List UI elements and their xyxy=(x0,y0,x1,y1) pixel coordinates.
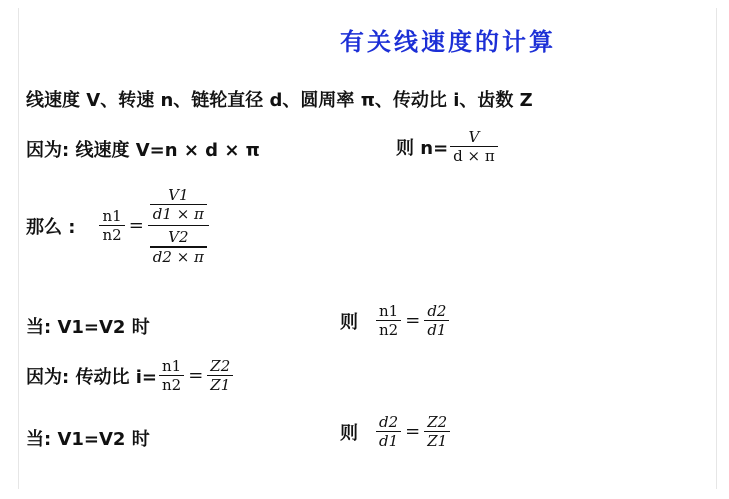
line6-then: 则 xyxy=(340,422,358,444)
equals-sign: = xyxy=(128,215,144,237)
main-fraction-bar xyxy=(148,225,209,226)
equals-sign: = xyxy=(188,365,204,387)
right-border xyxy=(716,8,717,489)
fraction-numerator: n1 xyxy=(102,207,122,226)
fraction-numerator: d2 xyxy=(427,302,447,320)
fraction-numerator: V xyxy=(468,128,480,146)
fraction-denominator: d × π xyxy=(453,147,495,166)
fraction-n1-over-n2 xyxy=(99,207,124,244)
page-title: 有关线速度的计算 xyxy=(340,28,556,56)
fraction-d2-over-d1 xyxy=(376,413,401,450)
fraction-n1-over-n2 xyxy=(376,302,401,339)
formula-line-2-result xyxy=(396,128,500,165)
fraction-n1-over-n2 xyxy=(159,357,184,394)
fraction-z2-over-z1 xyxy=(424,413,450,450)
left-border xyxy=(18,8,19,489)
fraction-denominator: Z1 xyxy=(427,432,448,451)
fraction-v2-over-d2-pi xyxy=(150,228,207,265)
fraction-denominator: d1 × π xyxy=(152,205,204,224)
formula-line-4 xyxy=(26,313,150,339)
formula-line-6-result xyxy=(340,413,452,450)
fraction-numerator: n1 xyxy=(161,357,182,375)
equals-sign: = xyxy=(405,421,421,443)
equals-sign: = xyxy=(405,310,421,332)
fraction-v1-over-d1-pi xyxy=(150,186,207,223)
line2-prefix: 因为: 线速度 V=n × d × π xyxy=(26,140,260,161)
fraction-denominator: Z1 xyxy=(210,376,231,395)
line5-prefix: 因为: 传动比 i= xyxy=(26,366,157,388)
fraction-z2-over-z1 xyxy=(207,357,233,394)
fraction-denominator: n2 xyxy=(161,376,182,395)
fraction-v-over-d-pi xyxy=(450,128,498,165)
line6-prefix: 当: V1=V2 时 xyxy=(26,429,150,450)
line2-then: 则 n= xyxy=(396,137,449,159)
variable-definitions: 线速度 V、转速 n、链轮直径 d、圆周率 π、传动比 i、齿数 Z xyxy=(26,90,533,111)
compound-fraction xyxy=(148,186,209,266)
fraction-numerator: n1 xyxy=(379,302,399,320)
line4-then: 则 xyxy=(340,311,358,333)
fraction-numerator: d2 xyxy=(379,413,399,431)
fraction-numerator: V1 xyxy=(168,186,189,204)
fraction-numerator: V2 xyxy=(168,228,189,247)
line4-prefix: 当: V1=V2 时 xyxy=(26,317,150,338)
fraction-denominator: d1 xyxy=(427,321,447,340)
fraction-d2-over-d1 xyxy=(424,302,449,339)
formula-line-6 xyxy=(26,425,150,451)
formula-line-2 xyxy=(26,136,260,162)
formula-line-4-result xyxy=(340,302,451,339)
formula-line-5 xyxy=(26,357,235,394)
fraction-numerator: Z2 xyxy=(210,357,231,375)
fraction-denominator: d1 xyxy=(379,432,399,451)
fraction-denominator: n2 xyxy=(379,321,399,340)
line3-prefix: 那么 : xyxy=(26,216,76,238)
fraction-denominator: n2 xyxy=(102,226,122,245)
fraction-denominator: d2 × π xyxy=(152,247,204,266)
formula-line-3 xyxy=(26,186,211,266)
fraction-numerator: Z2 xyxy=(427,413,448,431)
